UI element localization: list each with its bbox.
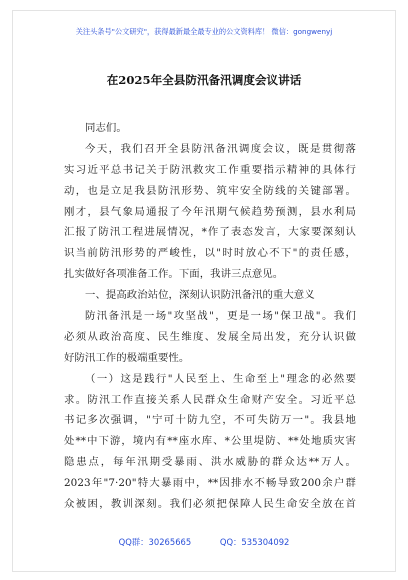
body-line: 防汛备汛是一场"攻坚战"，更是一场"保卫战"。我们 xyxy=(85,310,356,323)
body-line: 众被困，教训深刻。我们必须把保障人民生命安全放在首 xyxy=(64,498,356,511)
body-line: 处**中下游，境内有**座水库、*公里堤防、**处地质灾害 xyxy=(64,435,356,448)
body-line: 动，也是立足我县防汛形势、筑牢安全防线的关键部署。 xyxy=(64,184,356,197)
footer-qq-group: QQ群：30265665 xyxy=(118,537,192,547)
body-line: 同志们。 xyxy=(85,122,127,134)
body-line: 隐患点，每年汛期受暴雨、洪水威胁的群众达**万人。 xyxy=(64,456,356,469)
body-line: 识当前防汛形势的严峻性，以"时时放心不下"的责任感， xyxy=(64,247,356,260)
footer xyxy=(0,536,408,548)
body-line: （一）这是践行"人民至上、生命至上"理念的必然要 xyxy=(85,372,356,385)
body-line: 好防汛工作的极端重要性。 xyxy=(64,351,190,364)
body-line: 2023年"7·20"特大暴雨中，**因排水不畅导致200余户群 xyxy=(64,477,356,490)
body-line: 扎实做好各项准备工作。下面，我讲三点意见。 xyxy=(64,268,284,281)
header-banner: 关注头条号"公文研究"，获得最新最全最专业的公文资料库！ 微信：gongwenyj xyxy=(75,27,333,36)
document-title: 在2025年全县防汛备汛调度会议讲话 xyxy=(106,73,302,87)
body-line: 书记多次强调，"宁可十防九空，不可失防万一"。我县地 xyxy=(64,414,356,427)
document-body xyxy=(64,118,356,515)
body-line: 求。防汛工作直接关系人民群众生命财产安全。习近平总 xyxy=(64,393,356,406)
body-line: 今天，我们召开全县防汛备汛调度会议，既是贯彻落 xyxy=(85,142,356,155)
body-line: 汇报了防汛工程进展情况，*作了表态发言，大家要深刻认 xyxy=(64,226,356,239)
body-line: 实习近平总书记关于防汛救灾工作重要指示精神的具体行 xyxy=(64,163,356,176)
body-line: 必须从政治高度、民生维度、发展全局出发，充分认识做 xyxy=(64,330,356,343)
body-line: 一、提高政治站位，深刻认识防汛备汛的重大意义 xyxy=(85,289,315,302)
footer-qq-contact: QQ：535304092 xyxy=(219,537,290,547)
body-line: 刚才，县气象局通报了今年汛期气候趋势预测，县水利局 xyxy=(64,205,356,218)
